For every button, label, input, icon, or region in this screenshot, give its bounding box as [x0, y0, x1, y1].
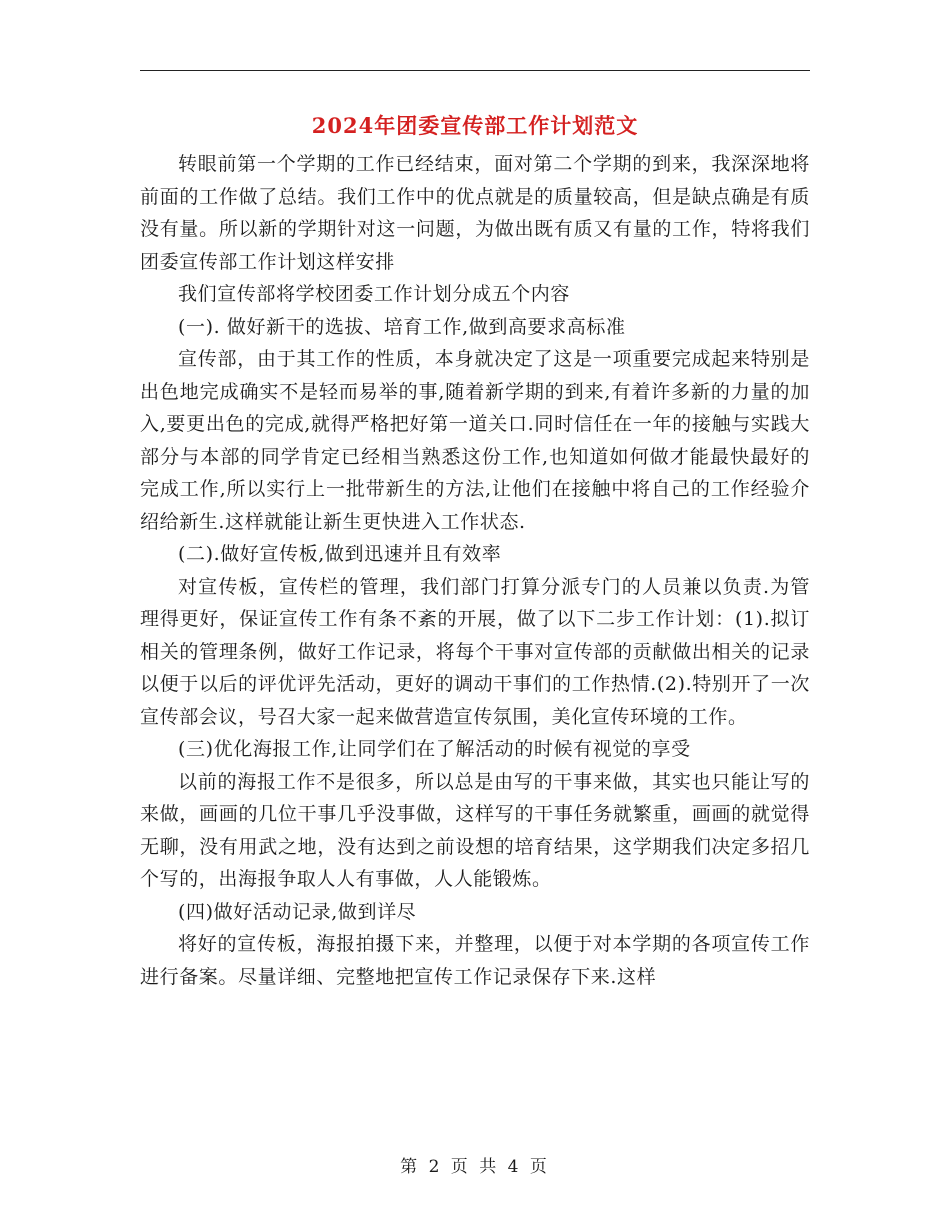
- paragraph-overview: 我们宣传部将学校团委工作计划分成五个内容: [178, 283, 571, 305]
- section-heading-4: (四)做好活动记录,做到详尽: [178, 900, 417, 923]
- paragraph-intro: 转眼前第一个学期的工作已经结束，面对第二个学期的到来，我深深地将前面的工作做了总结。我们工作中的优点就是的质量较高，但是缺点确是有质没有量。所以新的学期针对这一问题，为做出既有质又有量的工作，特将我们团委宣传部工作计划这样安排: [140, 153, 810, 273]
- document-title: 2024年团委宣传部工作计划范文: [311, 113, 639, 138]
- header-rule: [140, 70, 810, 71]
- section-body-2: 对宣传板，宣传栏的管理，我们部门打算分派专门的人员兼以负责.为管理得更好，保证宣传工作有条不紊的开展，做了以下二步工作计划：(1).拟订相关的管理条例，做好工作记录，将每个干事对宣传部的贡献做出相关的记录以便于以后的评优评先活动，更好的调动干事们的工作热情.(2).特别开了一次宣传部会议，号召大家一起来做营造宣传氛围，美化宣传环境的工作。: [140, 575, 810, 728]
- section-heading-1: (一). 做好新干的选拔、培育工作,做到高要求高标准: [178, 315, 626, 338]
- section-body-4: 将好的宣传板，海报拍摄下来，并整理，以便于对本学期的各项宣传工作进行备案。尽量详细、完整地把宣传工作记录保存下来.这样: [140, 933, 810, 988]
- page-number-footer: 第 2 页 共 4 页: [400, 1157, 550, 1177]
- section-heading-2: (二).做好宣传板,做到迅速并且有效率: [178, 543, 502, 565]
- section-heading-3: (三)优化海报工作,让同学们在了解活动的时候有视觉的享受: [178, 738, 691, 760]
- section-body-3: 以前的海报工作不是很多，所以总是由写的干事来做，其实也只能让写的来做，画画的几位干事几乎没事做，这样写的干事任务就繁重，画画的就觉得无聊，没有用武之地，没有达到之前设想的培育结果，这学期我们决定多招几个写的，出海报争取人人有事做，人人能锻炼。: [140, 770, 810, 890]
- document-body: [140, 148, 810, 993]
- section-body-1: 宣传部，由于其工作的性质，本身就决定了这是一项重要完成起来特别是出色地完成确实不是轻而易举的事,随着新学期的到来,有着许多新的力量的加入,要更出色的完成,就得严格把好第一道关口.同时信任在一年的接触与实践大部分与本部的同学肯定已经相当熟悉这份工作,也知道如何做才能最快最好的完成工作,所以实行上一批带新生的方法,让他们在接触中将自己的工作经验介绍给新生.这样就能让新生更快进入工作状态.: [140, 348, 810, 533]
